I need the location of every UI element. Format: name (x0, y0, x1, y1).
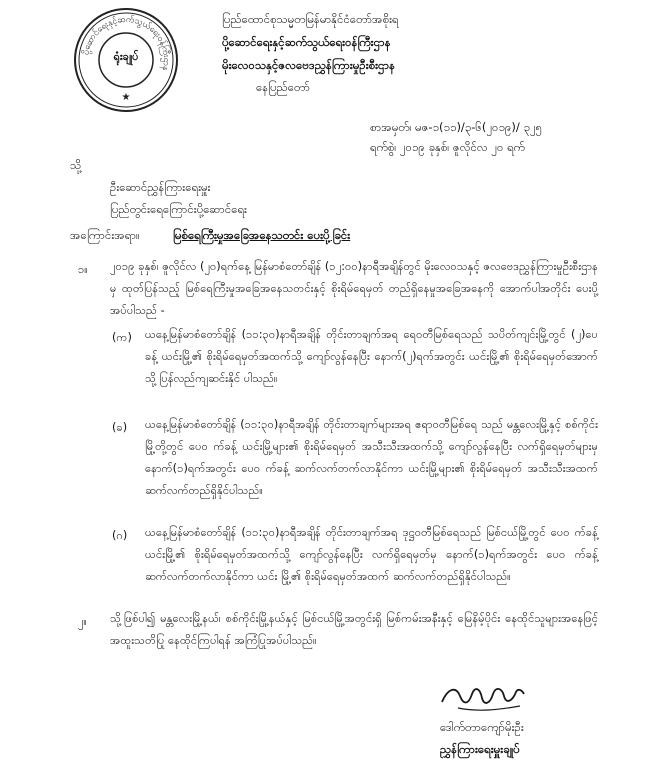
item-text-ga: ယနေ့မြန်မာစံတော်ချိန် (၁၁:၃၀)နာရီအချိန် တိုင်းတာချက်အရ ဒုဋ္ဌဝတီမြစ်ရေသည် မြစ်ငယ်မြို့တွင် ပေ၀ က်ခန့် ယင်းမြို့၏ စိုးရိမ်ရေမှတ်အထက်သို့ ကျော်လွန်နေပြီး လက်ရှိရေမှတ်မှ နောက်(၁)ရက်အတွင်း ပေ၀ က်ခန့် ဆက်လက်တက်လာနိုင်ကာ ယင်း မြို့၏ စိုးရိမ်ရေမှတ်အထက် ဆက်လက်တည်ရှိနိုင်ပါသည်။ (145, 526, 598, 583)
item-text-ka: ယနေ့မြန်မာစံတော်ချိန် (၁၁:၃၀)နာရီအချိန် တိုင်းတာချက်အရ ရေဝတီမြစ်ရေသည် သပိတ်ကျင်းမြို့တွင် (၂)ပေခန့် ယင်းမြို့၏ စိုးရိမ်ရေမှတ်အထက်သို့ ကျော်လွန်နေပြီး နောက်(၂)ရက်အတွင်း ယင်းမြို့၏ စိုးရိမ်ရေမှတ်အောက်သို့ ပြန်လည်ကျဆင်းနိုင် ပါသည်။ (145, 328, 598, 385)
svg-text:★: ★ (121, 92, 131, 103)
letter-number: စာအမှတ်၊ မဇ-၁(၁၁)/၃-၆(၂၀၁၉)/ ၃၂၅ (370, 120, 543, 134)
subject-text: မြစ်ရေကြီးမှုအခြေအနေသတင်း ပေးပို့ခြင်း (173, 228, 351, 242)
seal-center-text: ရုံးချုပ် (113, 50, 139, 63)
to-label: သို့ (70, 158, 82, 172)
item-mark-kha: (ခ) (112, 421, 128, 434)
signatory-name: ဒေါက်တာကျော်မိုးဦး (440, 720, 524, 734)
item-mark-ka: (က) (112, 331, 132, 344)
paragraph-number-1: ၁။ (78, 263, 88, 276)
seal-ring-text: ပို့ဆောင်ရေးနှင့်ဆက်သွယ်ရေးဝန်ကြီးဌာန (81, 14, 172, 72)
recipient-department: ပြည်တွင်းရေကြောင်းပို့ဆောင်ရေး (110, 202, 247, 216)
signatory-title: ညွှန်ကြားရေးမှူးချုပ် (440, 742, 520, 756)
header-city: နေပြည်တော် (256, 80, 310, 94)
item-mark-ga: (ဂ) (112, 529, 128, 542)
header-government: ပြည်ထောင်စုသမ္မတမြန်မာနိုင်ငံတော်အစိုးရ (222, 12, 399, 26)
header-department: မိုးလေဝသနှင့်ဇလဗေဒညွှန်ကြားမှုဦးစီးဌာန (222, 58, 396, 72)
item-text-kha: ယနေ့မြန်မာစံတော်ချိန် (၁၁:၃၀)နာရီအချိန် တိုင်းတာချက်များအရ ဧရာဝတီမြစ်ရေ သည် မန္တလေးမြို့နှင့် စစ်ကိုင်းမြို့တို့တွင် ပေ၀ က်ခန့် ယင်းမြို့များ၏ စိုးရိမ်ရေမှတ် အသီးသီးအထက်သို့ ကျော်လွန်နေပြီး လက်ရှိရေမှတ်များမှ နောက်(၁)ရက်အတွင်း ပေ၀ က်ခန့် ဆက်လက်တက်လာနိုင်ကာ ယင်းမြို့များ၏ စိုးရိမ်ရေမှတ် အသီးသီးအထက် ဆက်လက်တည်ရှိနိုင်ပါသည်။ (145, 418, 598, 497)
header-ministry: ပို့ဆောင်ရေးနှင့်ဆက်သွယ်ရေးဝန်ကြီးဌာန (222, 35, 391, 49)
recipient-title: ဦးဆောင်ညွှန်ကြားရေးမှူး (110, 180, 211, 194)
paragraph-number-2: ၂။ (78, 615, 87, 628)
paragraph-2: သို့ဖြစ်ပါ၍ မန္တလေးမြို့နယ်၊ စစ်ကိုင်းမြို့နယ်နှင့် မြစ်ငယ်မြို့အတွင်းရှိ မြစ်ကမ်းအနီးနှင့် မြေနိမ့်ပိုင်း နေထိုင်သူများအနေဖြင့် အထူးသတိပြု နေထိုင်ကြပါရန် အကြံပြုအပ်ပါသည်။ (110, 612, 598, 647)
subject-label: အကြောင်းအရာ။ (70, 228, 140, 242)
official-seal (72, 6, 180, 114)
paragraph-1: ၂၀၁၉ ခုနှစ်၊ ဇူလိုင်လ (၂၀)ရက်နေ့ မြန်မာစံတော်ချိန် (၁၂:၀၀)နာရီအချိန်တွင် မိုးလေဝသနှင့် ဇလဗေဒညွှန်ကြားမှုဦးစီးဌာနမှ ထုတ်ပြန်သည့် မြစ်ရေကြီးမှုအခြေအနေသတင်းနှင့် စိုးရိမ်ရေမှတ် တည်ရှိနေမှုအခြေအနေကို အောက်ပါအတိုင်း ပေးပို့အပ်ပါသည် - (110, 260, 598, 317)
handwritten-signature (438, 680, 528, 716)
letter-date: ရက်စွဲ၊ ၂၀၁၉ ခုနှစ်၊ ဇူလိုင်လ ၂၀ ရက် (370, 140, 525, 154)
